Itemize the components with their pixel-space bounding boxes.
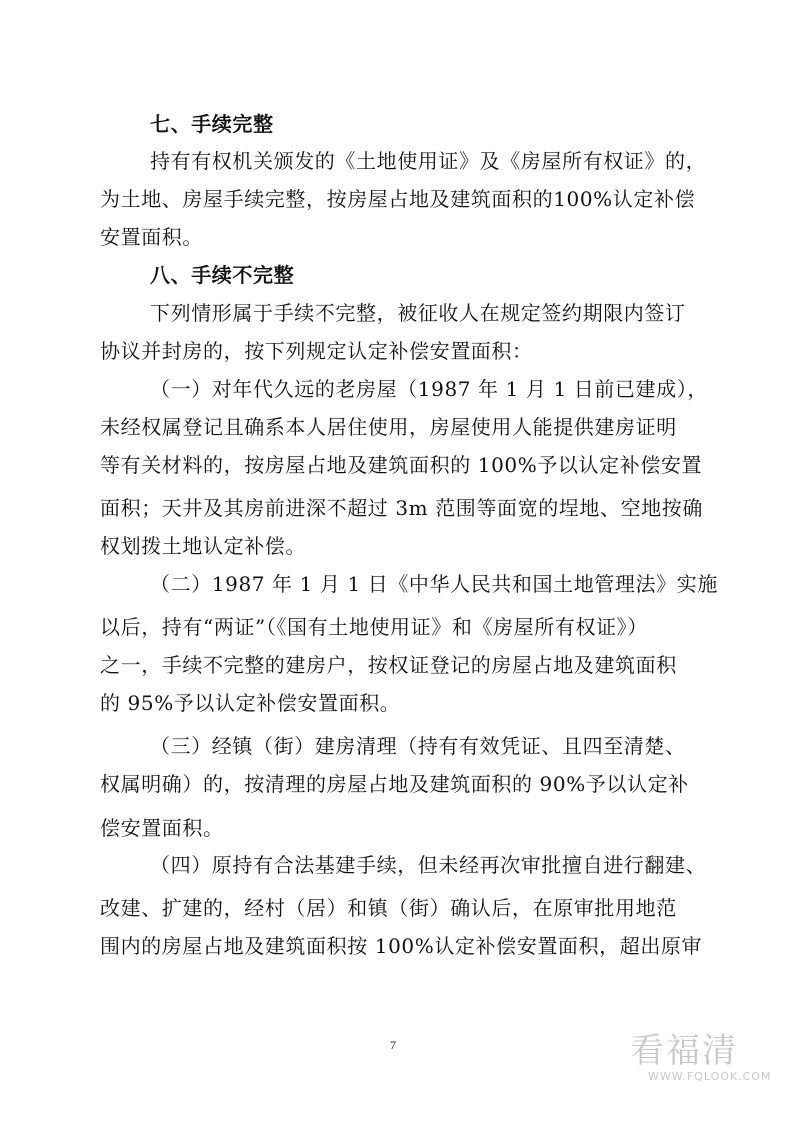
paragraph-line: 未经权属登记且确系本人居住使用，房屋使用人能提供建房证明 bbox=[100, 415, 677, 439]
paragraph-line: 之一，手续不完整的建房户，按权证登记的房屋占地及建筑面积 bbox=[100, 653, 677, 677]
watermark-logo bbox=[630, 1032, 780, 1083]
paragraph-line: 围内的房屋占地及建筑面积按 100%认定补偿安置面积，超出原审 bbox=[100, 934, 703, 958]
paragraph-line: 权划拨土地认定补偿。 bbox=[100, 534, 306, 558]
paragraph-line: （三）经镇（街）建房清理（持有有效凭证、且四至清楚、 bbox=[150, 734, 686, 758]
paragraph-line: （四）原持有合法基建手续，但未经再次审批擅自进行翻建、 bbox=[150, 853, 707, 877]
paragraph-line: （一）对年代久远的老房屋（1987 年 1 月 1 日前已建成）， bbox=[150, 377, 708, 401]
section-heading-8: 八、手续不完整 bbox=[150, 263, 295, 287]
paragraph-line: 持有有权机关颁发的《土地使用证》及《房屋所有权证》的， bbox=[150, 149, 707, 173]
watermark-text: 看福清 bbox=[630, 1031, 738, 1071]
paragraph-line: 以后，持有“两证”（《国有土地使用证》和《房屋所有权证》） bbox=[100, 615, 648, 639]
paragraph-line: （二）1987 年 1 月 1 日《中华人民共和国土地管理法》实施 bbox=[150, 572, 718, 596]
paragraph-line: 的 95%予以认定补偿安置面积。 bbox=[100, 691, 401, 715]
paragraph-line: 面积；天井及其房前进深不超过 3m 范围等面宽的埕地、空地按确 bbox=[100, 496, 704, 520]
paragraph-line: 为土地、房屋手续完整，按房屋占地及建筑面积的100%认定补偿 bbox=[100, 187, 696, 211]
paragraph-line: 安置面积。 bbox=[100, 225, 203, 249]
paragraph-line: 改建、扩建的，经村（居）和镇（街）确认后，在原审批用地范 bbox=[100, 896, 677, 920]
paragraph-line: 权属明确）的，按清理的房屋占地及建筑面积的 90%予以认定补 bbox=[100, 772, 689, 796]
watermark-url: WWW.FQLOOK.COM bbox=[648, 1070, 772, 1083]
page-number: 7 bbox=[390, 1038, 396, 1052]
section-heading-7: 七、手续完整 bbox=[150, 112, 274, 136]
paragraph-line: 等有关材料的，按房屋占地及建筑面积的 100%予以认定补偿安置 bbox=[100, 453, 703, 477]
paragraph-line: 下列情形属于手续不完整，被征收人在规定签约期限内签订 bbox=[150, 301, 686, 325]
paragraph-line: 偿安置面积。 bbox=[100, 816, 224, 840]
paragraph-line: 协议并封房的，按下列规定认定补偿安置面积： bbox=[100, 339, 533, 363]
